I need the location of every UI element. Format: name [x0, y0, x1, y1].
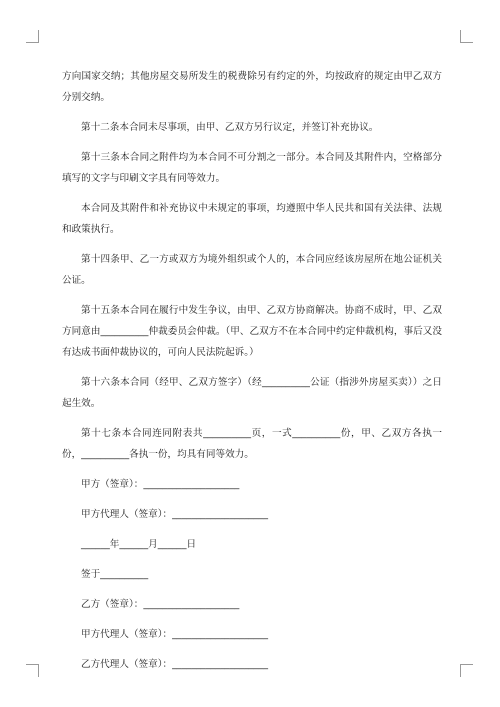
paragraph-article-13-supplement: 本合同及其附件和补充协议中未规定的事项，均遵照中华人民共和国有关法律、法规和政策执行。 [62, 203, 442, 235]
page-corner-top-left [26, 30, 39, 43]
signature-place: 签于__________ [81, 569, 149, 580]
paragraph-article-12: 第十二条本合同未尽事项，由甲、乙双方另行议定，并签订补充协议。 [81, 122, 379, 133]
signature-party-b: 乙方（签章）：____________________ [81, 599, 240, 610]
page-corner-bottom-left [26, 664, 39, 677]
paragraph-article-13: 第十三条本合同之附件均为本合同不可分割之一部分。本合同及其附件内，空格部分填写的文字与印刷文字具有同等效力。 [62, 152, 442, 184]
paragraph-article-15: 第十五条本合同在履行中发生争议，由甲、乙双方协商解决。协商不成时，甲、乙双方同意由__________仲裁委员会仲裁。（甲、乙双方不在本合同中约定仲裁机构，事后又没有达成书面仲裁协议的，可向人民法院起诉。） [62, 305, 442, 358]
page-corner-bottom-right [460, 664, 473, 677]
paragraph-article-17: 第十七条本合同连同附表共__________页，一式__________份，甲、乙双方各执一份，__________各执一份，均具有同等效力。 [62, 428, 442, 460]
signature-party-a-agent-2: 甲方代理人（签章）：____________________ [81, 629, 269, 640]
signature-party-a-agent: 甲方代理人（签章）：____________________ [81, 509, 269, 520]
signature-party-a: 甲方（签章）：____________________ [81, 479, 240, 490]
paragraph-tax-continuation: 方向国家交纳；其他房屋交易所发生的税费除另有约定的外，均按政府的规定由甲乙双方分别交纳。 [62, 71, 442, 103]
paragraph-article-14: 第十四条甲、乙一方或双方为境外组织或个人的，本合同应经该房屋所在地公证机关公证。 [62, 254, 442, 286]
paragraph-article-16: 第十六条本合同（经甲、乙双方签字）（经__________公证（指涉外房屋买卖））之日起生效。 [62, 377, 442, 409]
signature-party-b-agent: 乙方代理人（签章）：____________________ [81, 659, 269, 670]
document-body [62, 66, 442, 684]
signature-date: ______年______月______日 [81, 539, 197, 550]
page-corner-top-right [460, 30, 473, 43]
